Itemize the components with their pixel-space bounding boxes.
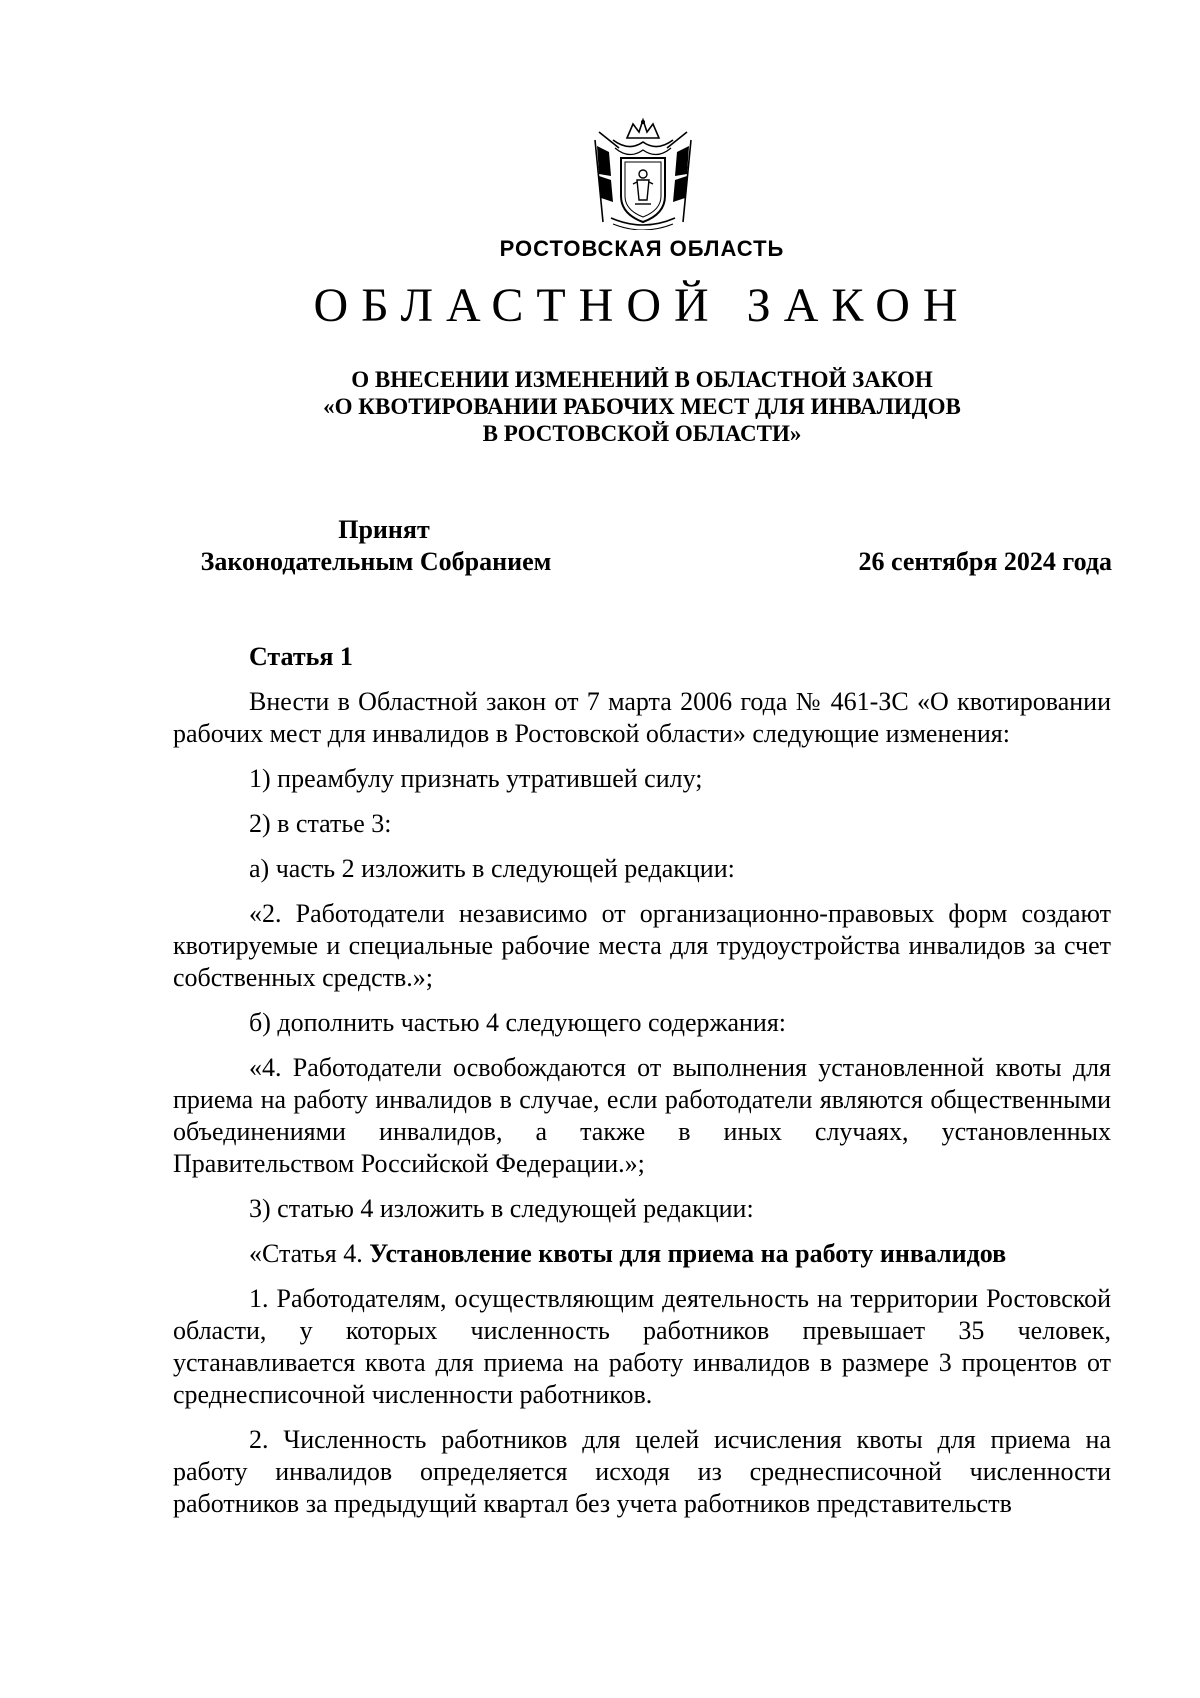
adoption-date: 26 сентября 2024 года (858, 547, 1112, 576)
paragraph: б) дополнить частью 4 следующего содержания: (249, 1008, 787, 1037)
law-title-line: В РОСТОВСКОЙ ОБЛАСТИ» (482, 421, 802, 446)
document-type-heading: ОБЛАСТНОЙ ЗАКОН (313, 279, 971, 332)
law-title-line: О ВНЕСЕНИИ ИЗМЕНЕНИЙ В ОБЛАСТНОЙ ЗАКОН (351, 367, 933, 392)
paragraph: 1) преамбулу признать утратившей силу; (249, 764, 703, 793)
new-article-title: Установление квоты для приема на работу инвалидов (369, 1239, 1007, 1268)
adoption-statement (176, 514, 576, 578)
paragraph: 3) статью 4 изложить в следующей редакции: (249, 1194, 754, 1223)
paragraph: 1. Работодателям, осуществляющим деятельность на территории Ростовской области, у которых численность работников превышает 35 человек, устанавливается квота для приема на работу инвалидов в размере 3 процентов от среднесписочной численности работников. (173, 1284, 1111, 1409)
new-article-prefix: «Статья 4. (249, 1239, 363, 1268)
paragraph: а) часть 2 изложить в следующей редакции: (249, 854, 735, 883)
article-heading: Статья 1 (249, 642, 353, 671)
law-title-line: «О КВОТИРОВАНИИ РАБОЧИХ МЕСТ ДЛЯ ИНВАЛИДОВ (323, 394, 961, 419)
adopted-label: Принят (338, 515, 430, 544)
new-article-heading (173, 1238, 1111, 1270)
paragraph: 2) в статье 3: (249, 809, 392, 838)
law-title (0, 366, 1200, 447)
region-name: РОСТОВСКАЯ ОБЛАСТЬ (499, 236, 785, 261)
rostov-region-coat-of-arms (589, 118, 697, 230)
paragraph: «4. Работодатели освобождаются от выполнения установленной квоты для приема на работу инвалидов в случае, если работодатели являются общественными объединениями инвалидов, а также в иных случаях, установленных Правительством Российской Федерации.»; (173, 1053, 1111, 1178)
law-body (173, 641, 1111, 1520)
paragraph: Внести в Областной закон от 7 марта 2006 года № 461-ЗС «О квотировании рабочих мест для инвалидов в Ростовской области» следующие изменения: (173, 687, 1111, 748)
adopted-by: Законодательным Собранием (200, 547, 552, 576)
paragraph: 2. Численность работников для целей исчисления квоты для приема на работу инвалидов определяется исходя из среднесписочной численности работников за предыдущий квартал без учета работников представительств (173, 1425, 1111, 1518)
paragraph: «2. Работодатели независимо от организационно-правовых форм создают квотируемые и специальные рабочие места для трудоустройства инвалидов за счет собственных средств.»; (173, 899, 1111, 992)
